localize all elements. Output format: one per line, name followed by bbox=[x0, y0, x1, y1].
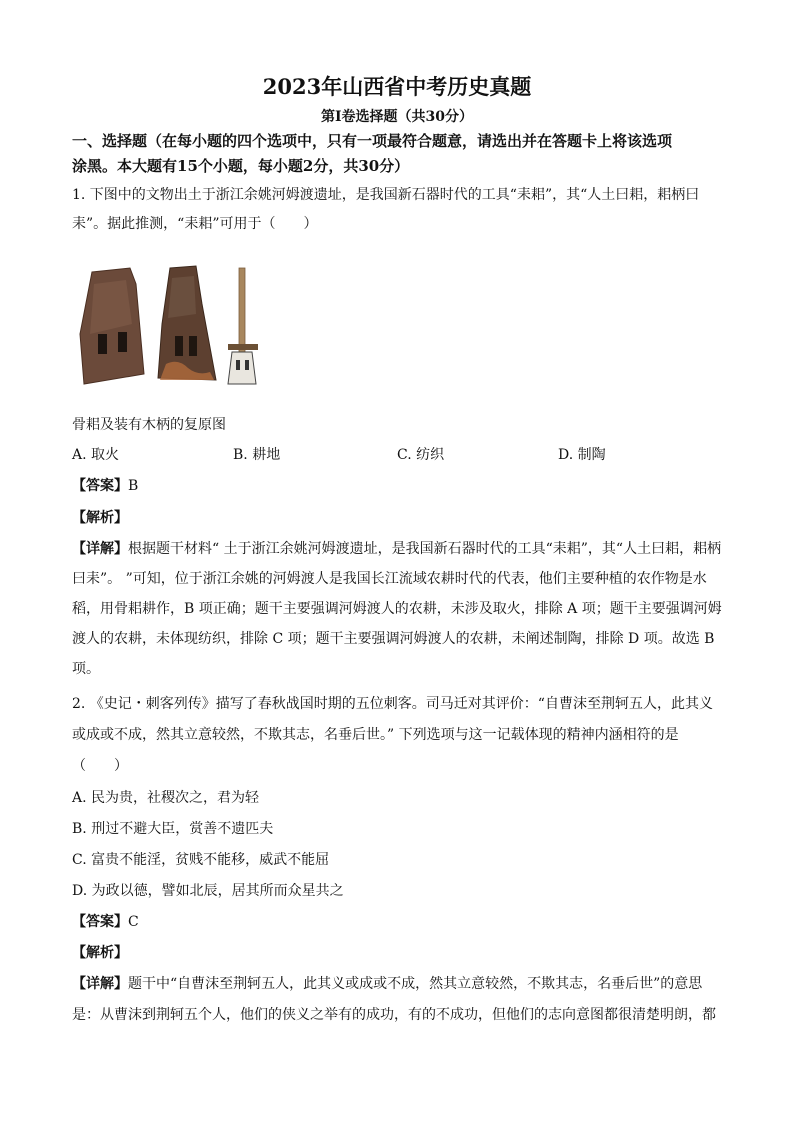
q2-option-d: D. 为政以德，譬如北辰，居其所而众星共之 bbox=[72, 883, 344, 899]
q1-detail-line-5: 项。 bbox=[72, 661, 100, 677]
q2-option-a: A. 民为贵，社稷次之，君为轻 bbox=[72, 790, 260, 806]
q1-detail-line-1 bbox=[72, 538, 721, 558]
q1-answer bbox=[72, 475, 138, 495]
q2-stem-line-3: （ ） bbox=[72, 758, 128, 774]
q1-detail-line-4: 渡人的农耕，未体现纺织，排除 C 项；题干主要强调河姆渡人的农耕，未阐述制陶，排除 D 项。故选 B bbox=[72, 631, 715, 647]
q1-option-b: B. 耕地 bbox=[233, 447, 281, 463]
q1-detail-line-3: 稻，用骨耜耕作，B 项正确；题干主要强调河姆渡人的农耕，未涉及取火，排除 A 项；题干主要强调河姆 bbox=[72, 601, 722, 617]
q1-figure-caption: 骨耜及装有木柄的复原图 bbox=[72, 417, 226, 433]
q2-answer bbox=[72, 911, 139, 931]
q1-detail-text-1: 根据题干材料“ 土于浙江余姚河姆渡遗址，是我国新石器时代的工具“耒耜”，其“人土曰耜，耜柄 bbox=[128, 541, 722, 557]
q1-option-a: A. 取火 bbox=[72, 447, 120, 463]
q1-option-c: C. 纺织 bbox=[397, 447, 445, 463]
q2-detail-tag: 【详解】 bbox=[72, 976, 128, 992]
q1-answer-tag: 【答案】 bbox=[72, 478, 128, 494]
wooden-handle bbox=[239, 268, 245, 352]
q2-stem-line-1: 2. 《史记・刺客列传》描写了春秋战国时期的五位刺客。司马迁对其评价：“自曹沫至荆轲五人，此其义 bbox=[72, 696, 713, 712]
q2-option-c: C. 富贵不能淫，贫贱不能移，威武不能屈 bbox=[72, 852, 330, 868]
q1-answer-value: B bbox=[128, 478, 139, 494]
q2-detail-line-1 bbox=[72, 973, 702, 993]
section-subtitle: 第Ⅰ卷选择题（共30分） bbox=[320, 109, 474, 125]
section-instructions-line-2: 涂黑。本大题有15个小题，每小题2分，共30分） bbox=[72, 157, 410, 175]
page-title: 2023年山西省中考历史真题 bbox=[262, 74, 532, 99]
q1-stem-line-2: 耒”。据此推测，“耒耜”可用于（ ） bbox=[72, 216, 318, 232]
q1-analysis-tag: 【解析】 bbox=[72, 510, 128, 526]
q1-stem-line-1: 1. 下图中的文物出土于浙江余姚河姆渡遗址，是我国新石器时代的工具“耒耜”，其“人土曰耜，耜柄曰 bbox=[72, 187, 700, 203]
q2-answer-tag: 【答案】 bbox=[72, 914, 128, 930]
section-instructions-line-1: 一、选择题（在每小题的四个选项中，只有一项最符合题意，请选出并在答题卡上将该选项 bbox=[72, 132, 673, 150]
q2-analysis-tag: 【解析】 bbox=[72, 945, 128, 961]
q2-stem-line-2: 或成或不成，然其立意较然，不欺其志，名垂后世。” 下列选项与这一记载体现的精神内涵相符的是 bbox=[72, 727, 679, 743]
q1-option-d: D. 制陶 bbox=[558, 447, 606, 463]
q2-option-b: B. 刑过不避大臣，赏善不遗匹夫 bbox=[72, 821, 274, 837]
bone-plough-figure bbox=[78, 264, 268, 388]
q1-detail-line-2: 曰耒”。 ”可知，位于浙江余姚的河姆渡人是我国长江流域农耕时代的代表，他们主要种植的农作物是水 bbox=[72, 571, 707, 587]
q2-answer-value: C bbox=[128, 914, 139, 930]
reconstructed-spade-blade bbox=[228, 352, 256, 384]
q2-detail-text-1: 题干中“自曹沫至荆轲五人，此其义或成或不成，然其立意较然，不欺其志，名垂后世”的意思 bbox=[128, 976, 703, 992]
q2-detail-line-2: 是：从曹沫到荆轲五个人，他们的侠义之举有的成功，有的不成功，但他们的志向意图都很清楚明朗，都 bbox=[72, 1007, 716, 1023]
q1-detail-tag: 【详解】 bbox=[72, 541, 128, 557]
